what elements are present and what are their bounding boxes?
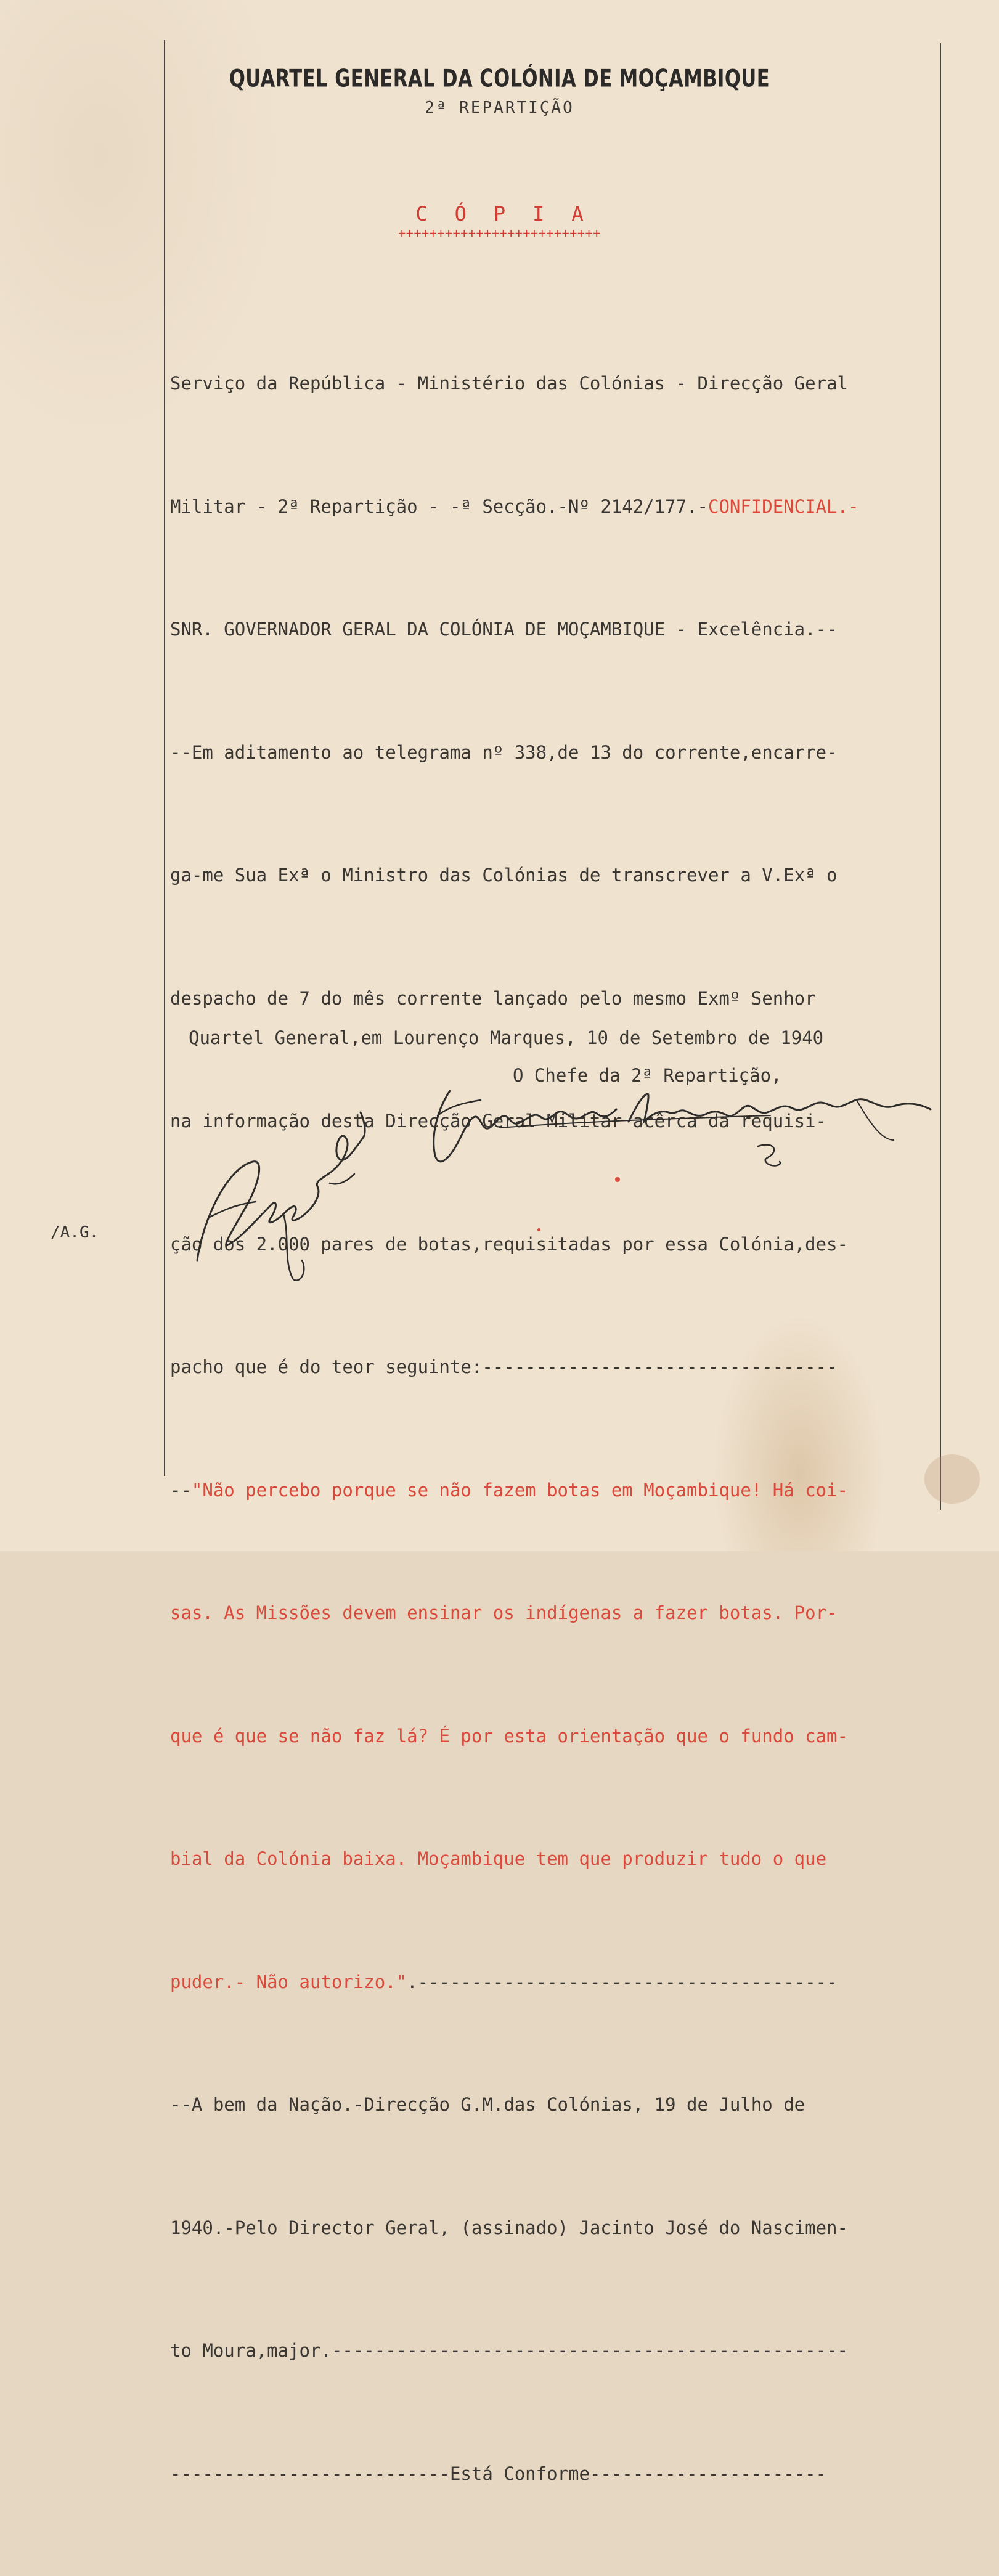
quote-text: "Não percebo porque se não fazem botas em Moçambique! Há coi- xyxy=(191,1479,848,1501)
letterhead-subtitle: 2ª REPARTIÇÃO xyxy=(425,99,574,117)
quote-line xyxy=(170,1962,940,2003)
body-line-text: Militar - 2ª Repartição - -ª Secção.-Nº 2142/177.- xyxy=(170,495,708,517)
body-line: ção dos 2.000 pares de botas,requisitadas por essa Colónia,des- xyxy=(170,1233,848,1255)
typist-initials: /A.G. xyxy=(51,1223,99,1242)
confidencial-mark: CONFIDENCIAL.- xyxy=(707,495,859,517)
quote-line: que é que se não faz lá? É por esta orientação que o fundo cam- xyxy=(170,1725,848,1747)
signature-left-icon xyxy=(185,1094,394,1285)
closing-line: 1940.-Pelo Director Geral, (assinado) Jacinto José do Nascimen- xyxy=(170,2217,848,2238)
copia-letter: P xyxy=(493,202,506,226)
quote-line xyxy=(170,1470,940,1511)
body-line: --Em aditamento ao telegrama nº 338,de 13 do corrente,encarre- xyxy=(170,741,838,763)
closing-line: --A bem da Nação.-Direcção G.M.das Colónias, 19 de Julho de xyxy=(170,2094,805,2115)
chief-title-line: O Chefe da 2ª Repartição, xyxy=(513,1065,782,1086)
esta-conforme-line: --------------------------Está Conforme---------------------- xyxy=(170,2463,827,2484)
quote-line: bial da Colónia baixa. Moçambique tem que produzir tudo o que xyxy=(170,1848,827,1869)
copia-letter: C xyxy=(415,202,428,226)
letter-body xyxy=(170,281,940,2576)
body-line: pacho que é do teor seguinte:--------------------------------- xyxy=(170,1356,838,1377)
paper-stain xyxy=(924,1454,980,1504)
quote-tail: .--------------------------------------- xyxy=(407,1971,838,1992)
quote-text: puder.- Não autorizo." xyxy=(170,1971,407,1992)
left-margin-rule xyxy=(164,40,165,1476)
body-line: SNR. GOVERNADOR GERAL DA COLÓNIA DE MOÇAMBIQUE - Excelência.-- xyxy=(170,619,838,640)
place-date-line: Quartel General,em Lourenço Marques, 10 de Setembro de 1940 xyxy=(189,1027,824,1048)
signature-right-icon xyxy=(425,1085,937,1177)
body-line: despacho de 7 do mês corrente lançado pelo mesmo Exmº Senhor xyxy=(170,987,816,1009)
body-line xyxy=(170,486,940,528)
copia-letter: Ó xyxy=(454,202,467,226)
quote-line: sas. As Missões devem ensinar os indígenas a fazer botas. Por- xyxy=(170,1602,838,1623)
quote-prefix: -- xyxy=(170,1479,192,1501)
red-ink-speck xyxy=(615,1177,620,1182)
copia-letter: A xyxy=(571,202,584,226)
letterhead-title: QUARTEL GENERAL DA COLÓNIA DE MOÇAMBIQUE xyxy=(229,65,770,93)
body-line: Serviço da República - Ministério das Colónias - Direcção Geral xyxy=(170,373,848,394)
body-line: ga-me Sua Exª o Ministro das Colónias de transcrever a V.Exª o xyxy=(170,865,838,886)
copia-underline-crosses: ++++++++++++++++++++++++++ xyxy=(398,226,601,240)
copia-letter: I xyxy=(532,202,545,226)
body-line: na informação desta Direcção Geral Militar acêrca da requisi- xyxy=(170,1111,827,1131)
red-ink-speck xyxy=(537,1228,540,1231)
copia-stamp xyxy=(0,202,999,226)
closing-line: to Moura,major.------------------------------------------------ xyxy=(170,2340,848,2361)
